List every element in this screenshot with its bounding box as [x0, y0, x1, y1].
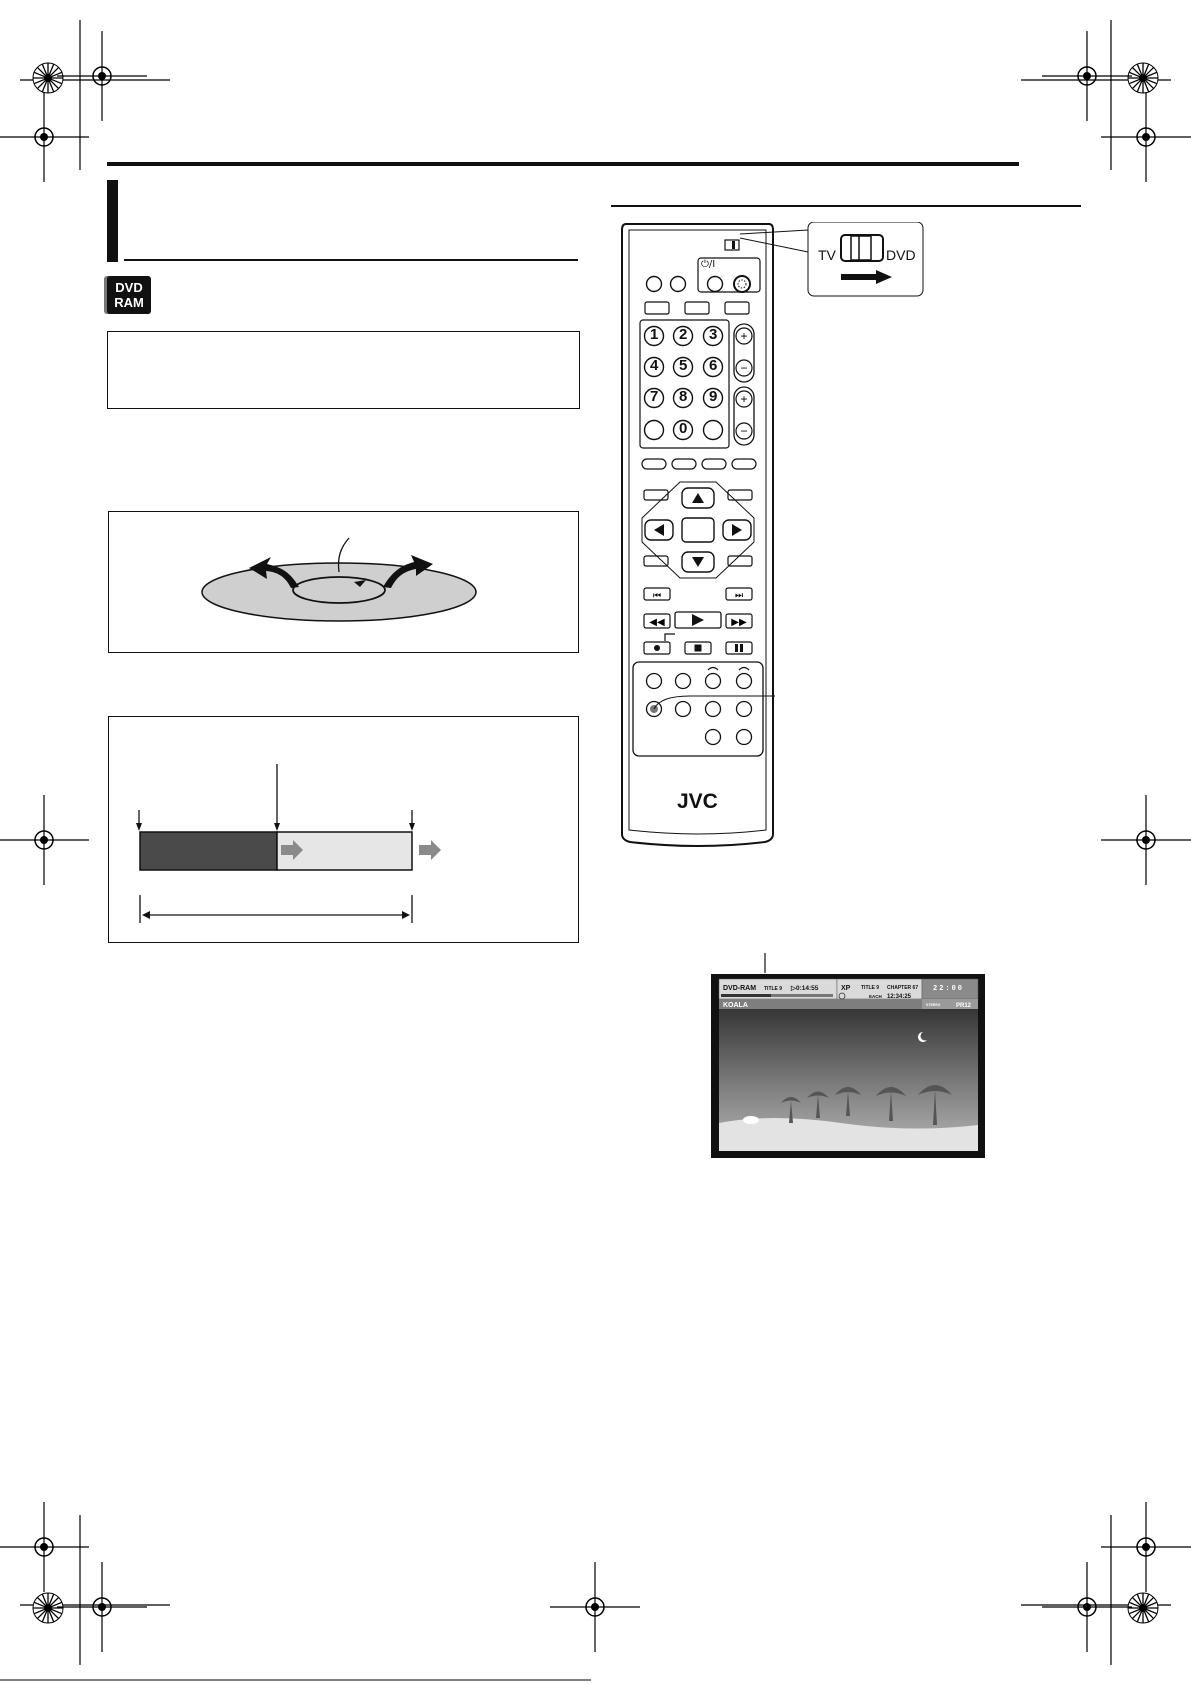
osd-elapsed: ▷0:14:55 [791, 985, 819, 992]
svg-text:▶▶: ▶▶ [731, 617, 747, 628]
switch-dvd-label: DVD [886, 247, 916, 263]
remote-control [620, 222, 775, 847]
key-8[interactable]: 8 [679, 388, 688, 405]
switch-callout [726, 222, 924, 297]
right-column-rule [611, 205, 1081, 207]
section-heading-bar [107, 180, 118, 262]
key-9[interactable]: 9 [709, 388, 718, 405]
svg-text:◀◀: ◀◀ [649, 617, 665, 628]
remote-body [620, 222, 775, 847]
osd-audio: STEREO [926, 1003, 941, 1007]
disc-illustration-box [108, 511, 579, 653]
recorded-segment [140, 832, 277, 870]
recording-bar-box [108, 716, 579, 943]
dvd-ram-badge [107, 276, 151, 314]
section-heading-underline [124, 259, 578, 261]
key-7[interactable]: 7 [650, 388, 659, 405]
brand-logo: JVC [677, 790, 718, 813]
key-2[interactable]: 2 [679, 326, 688, 343]
osd-each-time: 12:34:25 [887, 994, 912, 1000]
note-box [107, 331, 580, 409]
osd-each-label: EACH [869, 994, 882, 999]
osd-chapter: CHAPTER 67 [887, 985, 919, 991]
svg-text:⏭: ⏭ [734, 591, 744, 601]
osd-mode: XP [841, 985, 851, 992]
osd-screen-art [711, 953, 985, 1158]
key-6[interactable]: 6 [709, 357, 718, 374]
power-label: ⏻/I [701, 259, 716, 270]
switch-tv-label: TV [818, 247, 836, 263]
svg-text:−: − [740, 361, 748, 375]
badge-line-2: RAM [114, 295, 144, 310]
osd-disc-type: DVD-RAM [723, 985, 757, 992]
header-rule [107, 162, 1019, 166]
key-0[interactable]: 0 [679, 420, 688, 437]
key-5[interactable]: 5 [679, 357, 688, 374]
osd-clock: 22:00 [933, 985, 965, 993]
osd-title-name: KOALA [723, 1002, 748, 1009]
osd-screen [711, 953, 985, 1158]
key-3[interactable]: 3 [709, 326, 718, 343]
key-4[interactable]: 4 [650, 357, 659, 374]
key-1[interactable]: 1 [650, 326, 659, 343]
disc-diagram [109, 512, 578, 652]
osd-program: PR12 [956, 1003, 972, 1009]
osd-title-right: TITLE 9 [861, 985, 880, 991]
svg-text:+: + [740, 329, 748, 343]
progress-arrow-2 [419, 840, 441, 860]
svg-text:+: + [740, 392, 748, 406]
recording-bar-diagram [109, 717, 578, 942]
svg-text:⏮: ⏮ [652, 591, 662, 601]
badge-line-1: DVD [115, 280, 143, 295]
disc-inner-track [293, 577, 385, 603]
osd-title-field: TITLE 9 [764, 986, 783, 992]
svg-text:−: − [740, 424, 748, 438]
